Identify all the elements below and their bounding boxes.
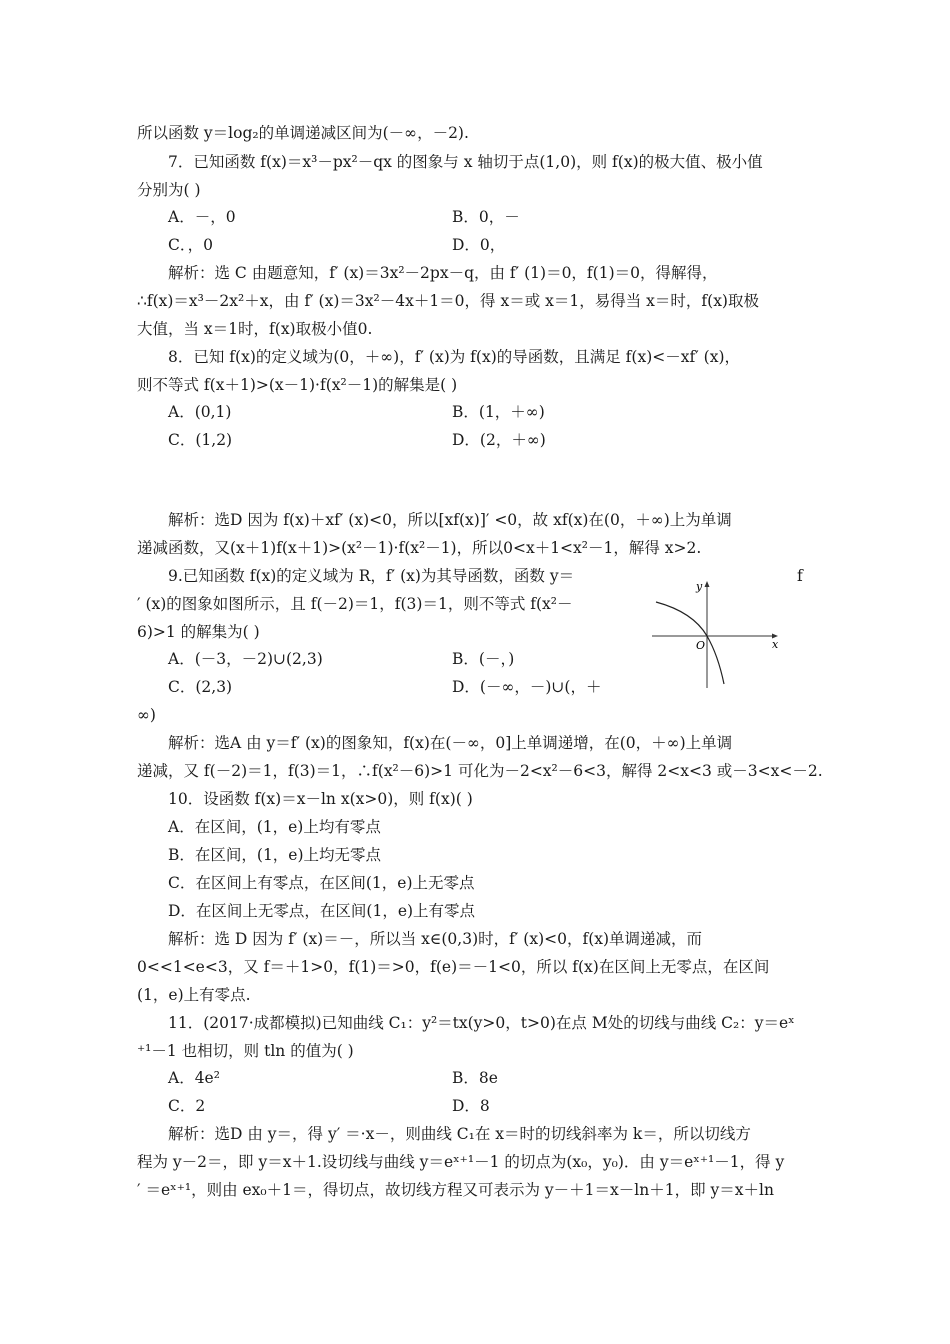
question-7-stem-cont: 分别为( ) xyxy=(137,181,201,199)
q10-solution: 解析：选 D 因为 f′ (x)＝－，所以当 x∈(0,3)时，f′ (x)<0，f(x)单调递减，而 xyxy=(168,930,703,948)
q11-option-b: B．8e xyxy=(452,1069,498,1087)
origin-label: O xyxy=(696,639,706,652)
q9-solution-cont: 递减，又 f(－2)＝1，f(3)＝1，∴f(x²－6)>1 可化为－2<x²－6<3，解得 2<x<3 或－3<x<－2. xyxy=(137,762,823,780)
question-7-stem: 7．已知函数 f(x)＝x³－px²－qx 的图象与 x 轴切于点(1,0)，则 f(x)的极大值、极小值 xyxy=(168,153,763,171)
q7-solution-cont: ∴f(x)＝x³－2x²＋x，由 f′ (x)＝3x²－4x＋1＝0，得 x＝或 x＝1，易得当 x＝时，f(x)取极 xyxy=(137,292,759,310)
derivative-graph-figure xyxy=(648,572,784,690)
question-9-stem-cont: 6)>1 的解集为( ) xyxy=(137,623,260,641)
q7-option-a: A．－，0 xyxy=(168,208,236,226)
question-11-stem-cont: ⁺¹－1 也相切，则 tln 的值为( ) xyxy=(137,1042,354,1060)
q7-option-b: B．0，－ xyxy=(452,208,520,226)
q8-option-a: A．(0,1) xyxy=(168,403,232,421)
q9-solution: 解析：选A 由 y＝f′ (x)的图象知，f(x)在(－∞，0]上单调递增，在(0，＋∞)上单调 xyxy=(168,734,733,752)
q9-option-c: C．(2,3) xyxy=(168,678,233,696)
q11-solution-cont: 程为 y－2＝，即 y＝x＋1.设切线与曲线 y＝eˣ⁺¹－1 的切点为(x₀，y₀)．由 y＝eˣ⁺¹－1，得 y xyxy=(137,1153,785,1171)
q8-solution-cont: 递减函数，又(x＋1)f(x＋1)>(x²－1)·f(x²－1)，所以0<x＋1<x²－1，解得 x>2. xyxy=(137,539,702,557)
question-9-stem-cont: ′ (x)的图象如图所示，且 f(－2)＝1，f(3)＝1，则不等式 f(x²－ xyxy=(137,595,573,613)
q9-option-d: D．(－∞，－)∪(，＋ xyxy=(452,678,602,696)
q10-option-a: A．在区间，(1，e)上均有零点 xyxy=(168,818,381,836)
q10-option-b: B．在区间，(1，e)上均无零点 xyxy=(168,846,382,864)
q11-option-a: A．4e² xyxy=(168,1069,220,1087)
q11-solution: 解析：选D 由 y＝，得 y′ ＝·x－，则曲线 C₁在 x＝时的切线斜率为 k＝，所以切线方 xyxy=(168,1125,751,1143)
y-axis-label: y xyxy=(696,580,703,593)
q10-solution-cont: 0<<1<e<3，又 f＝＋1>0，f(1)＝>0，f(e)＝－1<0，所以 f(x)在区间上无零点，在区间 xyxy=(137,958,770,976)
q9-option-d-cont: ∞) xyxy=(137,706,156,724)
q10-option-d: D．在区间上无零点，在区间(1，e)上有零点 xyxy=(168,902,476,920)
question-10-stem: 10．设函数 f(x)＝x－ln x(x>0)，则 f(x)( ) xyxy=(168,790,473,808)
question-8-stem: 8．已知 f(x)的定义域为(0，＋∞)，f′ (x)为 f(x)的导函数，且满足 f(x)<－xf′ (x)， xyxy=(168,348,740,366)
text-line: 所以函数 y＝log₂的单调递减区间为(－∞，－2). xyxy=(137,124,469,142)
x-axis-label: x xyxy=(772,638,779,651)
q10-option-c: C．在区间上有零点，在区间(1，e)上无零点 xyxy=(168,874,475,892)
q10-solution-cont: (1，e)上有零点. xyxy=(137,986,251,1004)
question-9-stem-f: f xyxy=(797,567,803,585)
q8-solution: 解析：选D 因为 f(x)＋xf′ (x)<0，所以[xf(x)]′ <0，故 xf(x)在(0，＋∞)上为单调 xyxy=(168,511,732,529)
q9-option-b: B．(－，) xyxy=(452,650,515,668)
question-11-stem: 11．(2017·成都模拟)已知曲线 C₁：y²＝tx(y>0，t>0)在点 M处的切线与曲线 C₂：y＝eˣ xyxy=(168,1014,795,1032)
q11-solution-cont: ′ ＝eˣ⁺¹，则由 ex₀＋1＝，得切点，故切线方程又可表示为 y－＋1＝x－ln＋1，即 y＝x＋ln xyxy=(137,1181,774,1199)
question-9-stem: 9.已知函数 f(x)的定义域为 R，f′ (x)为其导函数，函数 y＝ xyxy=(168,567,575,585)
q8-option-c: C．(1,2) xyxy=(168,431,233,449)
q8-option-d: D．(2，＋∞) xyxy=(452,431,546,449)
q7-option-c: C．，0 xyxy=(168,236,213,254)
q11-option-d: D．8 xyxy=(452,1097,490,1115)
q11-option-c: C．2 xyxy=(168,1097,206,1115)
q7-option-d: D．0， xyxy=(452,236,506,254)
q8-option-b: B．(1，＋∞) xyxy=(452,403,545,421)
q7-solution: 解析：选 C 由题意知，f′ (x)＝3x²－2px－q，由 f′ (1)＝0，f(1)＝0，得解得， xyxy=(168,264,718,282)
q9-option-a: A．(－3，－2)∪(2,3) xyxy=(168,650,323,668)
q7-solution-cont: 大值，当 x＝1时，f(x)取极小值0. xyxy=(137,320,373,338)
question-8-stem-cont: 则不等式 f(x＋1)>(x－1)·f(x²－1)的解集是( ) xyxy=(137,376,458,394)
